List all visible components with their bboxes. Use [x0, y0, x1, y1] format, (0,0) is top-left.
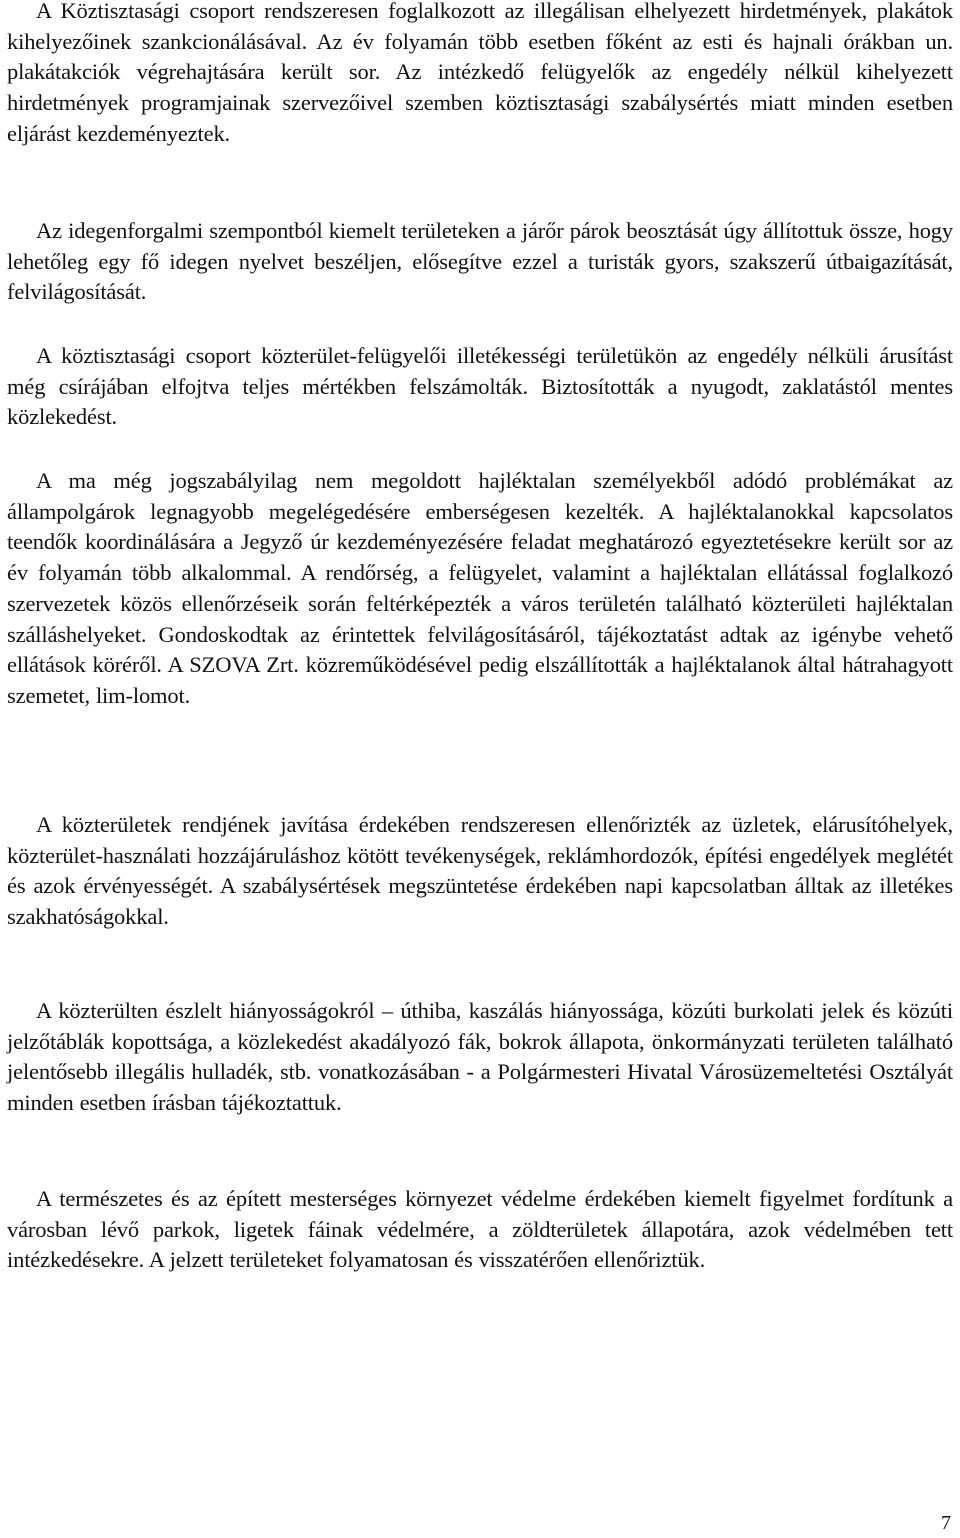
paragraph-reported-deficiencies: A közterülten észlelt hiányosságokról – úthiba, kaszálás hiányossága, közúti burkolati jelek és közúti jelzőtáblák kopottsága, a közlekedést akadályozó fák, bokrok állapota, önkormányzati területen található jelentősebb illegális hulladék, stb. vonatkozásában - a Polgármesteri Hivatal Városüzemeltetési Osztályát minden esetben írásban tájékoztattuk.	[7, 998, 953, 1116]
page-number: 7	[941, 1512, 951, 1534]
paragraph-homeless-issues: A ma még jogszabályilag nem megoldott hajléktalan személyekből adódó problémákat az állampolgárok legnagyobb megelégedésére emberségesen kezelték. A hajléktalanokkal kapcsolatos teendők koordinálására a Jegyző úr kezdeményezésére feladat meghatározó egyeztetésekre került sor az év folyamán több alkalommal. A rendőrség, a felügyelet, valamint a hajléktalan ellátással foglalkozó szervezetek közös ellenőrzéseik során feltérképezték a város területén található közterületi hajléktalan szálláshelyeket. Gondoskodtak az érintettek felvilágosításáról, tájékoztatást adtak az igénybe vehető ellátások köréről. A SZOVA Zrt. közreműködésével pedig elszállították a hajléktalanok által hátrahagyott szemetet, lim-lomot.	[7, 468, 953, 708]
paragraph-illegal-vending: A köztisztasági csoport közterület-felügyelői illetékességi területükön az engedély nélküli árusítást még csírájában elfojtva teljes mértékben felszámolták. Biztosították a nyugodt, zaklatástól mentes közlekedést.	[7, 343, 953, 430]
paragraph-public-space-order: A közterületek rendjének javítása érdekében rendszeresen ellenőrizték az üzletek, elárusítóhelyek, közterület-használati hozzájáruláshoz kötött tevékenységek, reklámhordozók, építési engedélyek meglétét és azok érvényességét. A szabálysértések megszüntetése érdekében napi kapcsolatban álltak az illetékes szakhatóságokkal.	[7, 812, 953, 930]
paragraph-tourist-patrols: Az idegenforgalmi szempontból kiemelt területeken a járőr párok beosztását úgy állítottuk össze, hogy lehetőleg egy fő idegen nyelvet beszéljen, elősegítve ezzel a turisták gyors, szakszerű útbaigazítását, felvilágosítását.	[7, 218, 953, 305]
paragraph-street-poster-enforcement: A Köztisztasági csoport rendszeresen foglalkozott az illegálisan elhelyezett hirdetmények, plakátok kihelyezőinek szankcionálásával. Az év folyamán több esetben főként az esti és hajnali órákban un. plakátakciók végrehajtására került sor. Az intézkedő felügyelők az engedély nélkül kihelyezett hirdetmények programjainak szervezőivel szemben köztisztasági szabálysértés miatt minden esetben eljárást kezdeményeztek.	[7, 0, 953, 146]
paragraph-environment-protection: A természetes és az épített mesterséges környezet védelme érdekében kiemelt figyelmet fordítunk a városban lévő parkok, ligetek fáinak védelmére, a zöldterületek állapotára, azok védelmében tett intézkedésekre. A jelzett területeket folyamatosan és visszatérően ellenőriztük.	[7, 1186, 953, 1273]
